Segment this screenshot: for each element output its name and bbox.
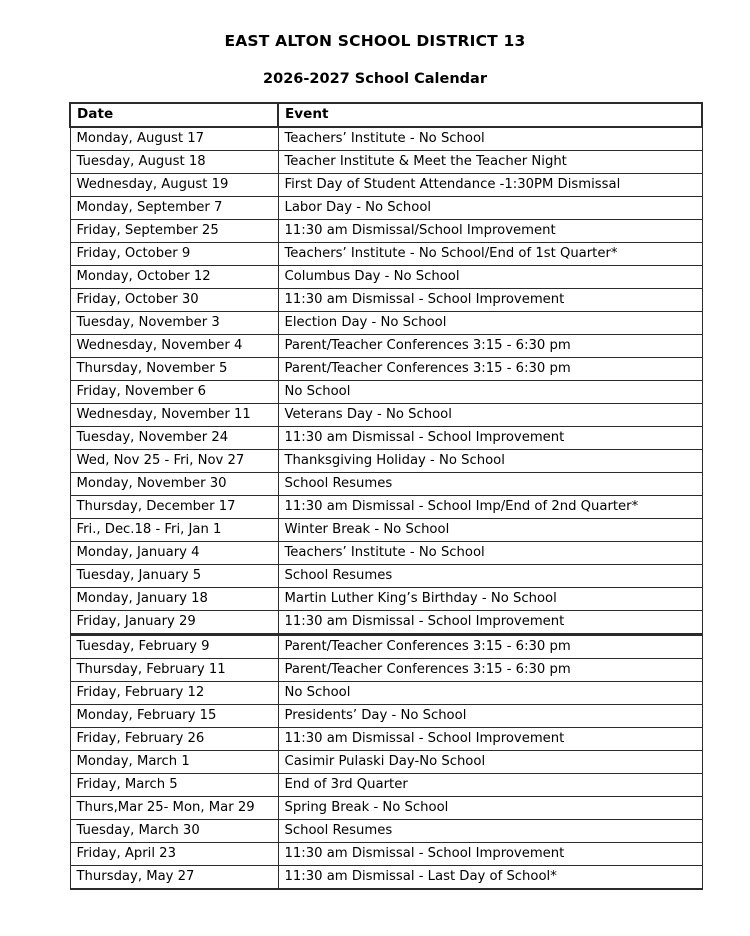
- cell-event: No School: [278, 381, 702, 404]
- cell-event: 11:30 am Dismissal - School Improvement: [278, 843, 702, 866]
- table-header: [70, 103, 702, 127]
- cell-event: 11:30 am Dismissal - Last Day of School*: [278, 866, 702, 890]
- cell-event: Parent/Teacher Conferences 3:15 - 6:30 pm: [278, 659, 702, 682]
- table-row: [70, 682, 702, 705]
- table-row: [70, 542, 702, 565]
- cell-event: 11:30 am Dismissal - School Improvement: [278, 427, 702, 450]
- table-row: [70, 611, 702, 635]
- cell-date: Thursday, February 11: [70, 659, 278, 682]
- table-row: [70, 266, 702, 289]
- calendar-table-container: [69, 102, 701, 890]
- cell-event: 11:30 am Dismissal/School Improvement: [278, 220, 702, 243]
- cell-date: Wednesday, November 11: [70, 404, 278, 427]
- table-row: [70, 127, 702, 151]
- cell-event: 11:30 am Dismissal - School Imp/End of 2nd Quarter*: [278, 496, 702, 519]
- cell-date: Monday, January 18: [70, 588, 278, 611]
- table-row: [70, 635, 702, 659]
- cell-event: Spring Break - No School: [278, 797, 702, 820]
- table-row: [70, 243, 702, 266]
- table-row: [70, 866, 702, 890]
- table-row: [70, 751, 702, 774]
- table-row: [70, 473, 702, 496]
- table-row: [70, 659, 702, 682]
- cell-date: Friday, October 9: [70, 243, 278, 266]
- cell-event: Teachers’ Institute - No School: [278, 542, 702, 565]
- table-row: [70, 289, 702, 312]
- table-row: [70, 565, 702, 588]
- table-row: [70, 843, 702, 866]
- cell-date: Monday, September 7: [70, 197, 278, 220]
- table-row: [70, 705, 702, 728]
- table-row: [70, 404, 702, 427]
- cell-date: Friday, September 25: [70, 220, 278, 243]
- cell-date: Fri., Dec.18 - Fri, Jan 1: [70, 519, 278, 542]
- table-row: [70, 381, 702, 404]
- cell-event: Teachers’ Institute - No School: [278, 127, 702, 151]
- cell-event: End of 3rd Quarter: [278, 774, 702, 797]
- cell-event: No School: [278, 682, 702, 705]
- cell-event: Parent/Teacher Conferences 3:15 - 6:30 pm: [278, 335, 702, 358]
- cell-date: Monday, October 12: [70, 266, 278, 289]
- cell-event: Teachers’ Institute - No School/End of 1st Quarter*: [278, 243, 702, 266]
- cell-date: Friday, October 30: [70, 289, 278, 312]
- school-calendar-table: [69, 102, 703, 890]
- cell-event: Parent/Teacher Conferences 3:15 - 6:30 pm: [278, 635, 702, 659]
- cell-event: First Day of Student Attendance -1:30PM Dismissal: [278, 174, 702, 197]
- table-row: [70, 588, 702, 611]
- page-subtitle: 2026-2027 School Calendar: [263, 71, 487, 88]
- cell-event: 11:30 am Dismissal - School Improvement: [278, 611, 702, 635]
- cell-date: Thursday, May 27: [70, 866, 278, 890]
- cell-date: Monday, January 4: [70, 542, 278, 565]
- cell-event: School Resumes: [278, 473, 702, 496]
- cell-event: School Resumes: [278, 820, 702, 843]
- table-row: [70, 519, 702, 542]
- cell-event: School Resumes: [278, 565, 702, 588]
- table-row: [70, 774, 702, 797]
- cell-date: Tuesday, November 24: [70, 427, 278, 450]
- cell-date: Wed, Nov 25 - Fri, Nov 27: [70, 450, 278, 473]
- cell-event: Columbus Day - No School: [278, 266, 702, 289]
- cell-event: Teacher Institute & Meet the Teacher Night: [278, 151, 702, 174]
- cell-date: Friday, January 29: [70, 611, 278, 635]
- table-row: [70, 220, 702, 243]
- cell-event: Martin Luther King’s Birthday - No School: [278, 588, 702, 611]
- table-body: [70, 127, 702, 889]
- cell-date: Friday, April 23: [70, 843, 278, 866]
- cell-date: Wednesday, August 19: [70, 174, 278, 197]
- cell-event: 11:30 am Dismissal - School Improvement: [278, 289, 702, 312]
- table-row: [70, 450, 702, 473]
- cell-event: Labor Day - No School: [278, 197, 702, 220]
- cell-date: Friday, February 12: [70, 682, 278, 705]
- cell-date: Friday, March 5: [70, 774, 278, 797]
- cell-date: Monday, February 15: [70, 705, 278, 728]
- cell-date: Thursday, December 17: [70, 496, 278, 519]
- table-row: [70, 496, 702, 519]
- table-row: [70, 197, 702, 220]
- table-row: [70, 358, 702, 381]
- cell-date: Friday, November 6: [70, 381, 278, 404]
- table-header-row: [70, 103, 702, 127]
- table-row: [70, 312, 702, 335]
- cell-event: 11:30 am Dismissal - School Improvement: [278, 728, 702, 751]
- table-row: [70, 174, 702, 197]
- cell-date: Tuesday, November 3: [70, 312, 278, 335]
- table-row: [70, 728, 702, 751]
- column-header-event: Event: [278, 103, 702, 127]
- cell-date: Friday, February 26: [70, 728, 278, 751]
- cell-event: Veterans Day - No School: [278, 404, 702, 427]
- table-row: [70, 820, 702, 843]
- cell-date: Thursday, November 5: [70, 358, 278, 381]
- table-row: [70, 797, 702, 820]
- cell-date: Tuesday, March 30: [70, 820, 278, 843]
- cell-date: Monday, August 17: [70, 127, 278, 151]
- cell-date: Monday, March 1: [70, 751, 278, 774]
- column-header-date: Date: [70, 103, 278, 127]
- table-row: [70, 151, 702, 174]
- page-title: EAST ALTON SCHOOL DISTRICT 13: [224, 32, 526, 50]
- cell-event: Thanksgiving Holiday - No School: [278, 450, 702, 473]
- cell-event: Parent/Teacher Conferences 3:15 - 6:30 pm: [278, 358, 702, 381]
- cell-date: Tuesday, February 9: [70, 635, 278, 659]
- cell-event: Election Day - No School: [278, 312, 702, 335]
- table-row: [70, 427, 702, 450]
- cell-date: Tuesday, January 5: [70, 565, 278, 588]
- table-row: [70, 335, 702, 358]
- cell-date: Monday, November 30: [70, 473, 278, 496]
- cell-event: Casimir Pulaski Day-No School: [278, 751, 702, 774]
- cell-date: Wednesday, November 4: [70, 335, 278, 358]
- cell-date: Thurs,Mar 25- Mon, Mar 29: [70, 797, 278, 820]
- cell-event: Winter Break - No School: [278, 519, 702, 542]
- cell-date: Tuesday, August 18: [70, 151, 278, 174]
- cell-event: Presidents’ Day - No School: [278, 705, 702, 728]
